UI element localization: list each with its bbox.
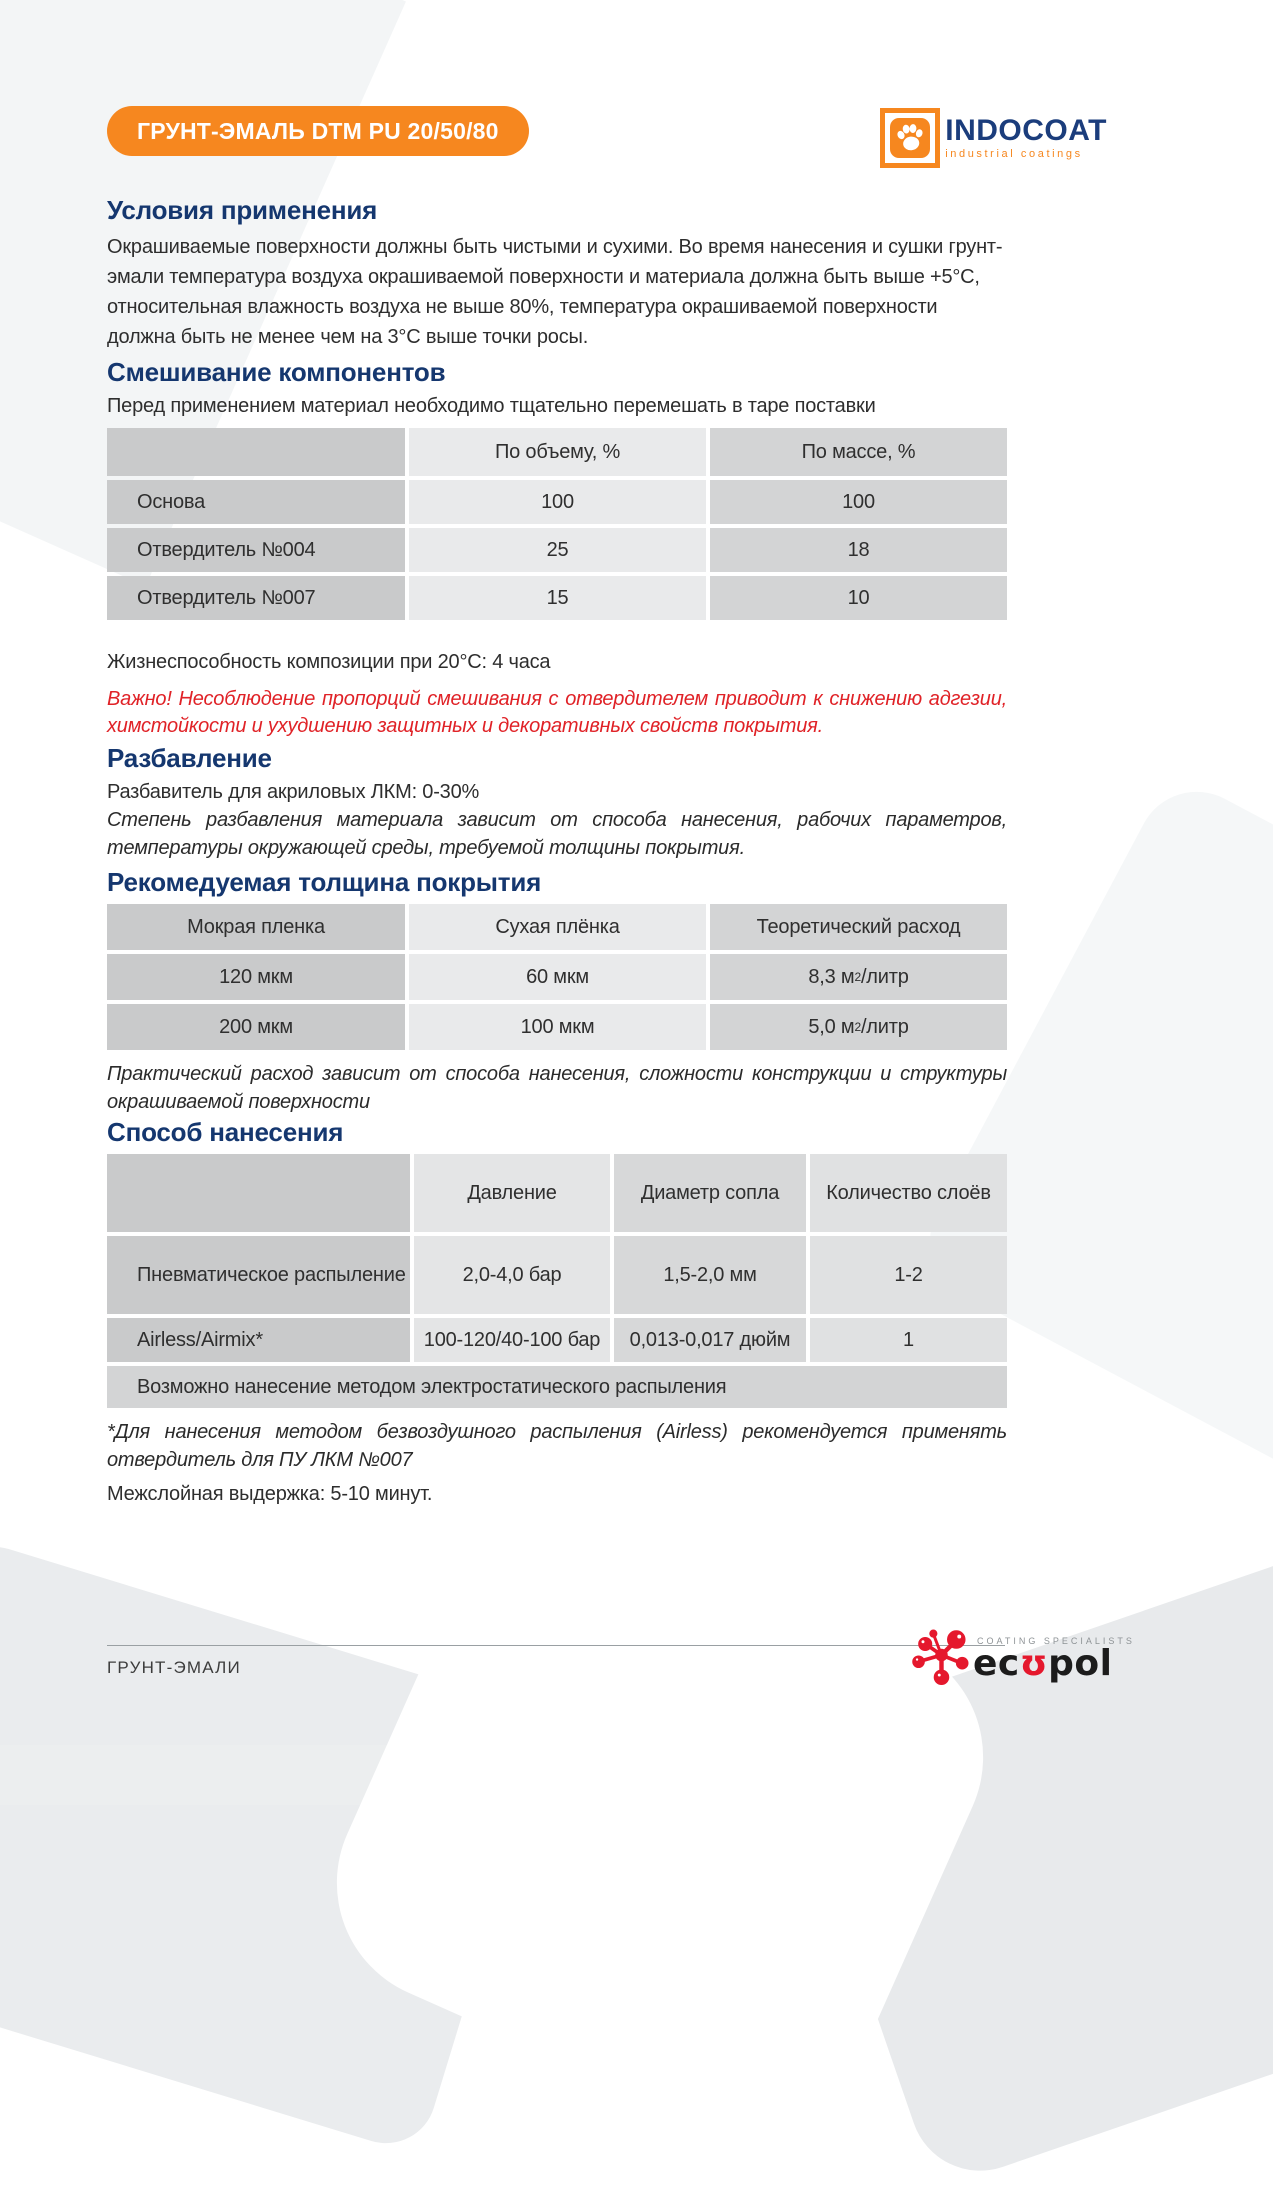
- ecopol-name: [973, 1643, 1135, 1684]
- mixing-row-base-mass: 100: [710, 480, 1007, 524]
- thickness-row1-consumption: 8,3 м 2 /литр: [710, 954, 1007, 1000]
- application-row-pneumatic-pressure: 2,0-4,0 бар: [414, 1236, 610, 1314]
- thickness-row1-wet: 120 мкм: [107, 954, 405, 1000]
- mixing-row-hardener007-mass: 10: [710, 576, 1007, 620]
- mixing-table: [107, 428, 1007, 620]
- conditions-paragraph: Окрашиваемые поверхности должны быть чистыми и сухими. Во время нанесения и сушки грунт-эмали температура воздуха окрашиваемой поверхности и материала должна быть выше +5°С, относительная влажность воздуха не выше 80%, температура окрашиваемой поверхности должна быть не менее чем на 3°С выше точки росы.: [107, 236, 1003, 348]
- section-title-dilution: Разбавление: [107, 743, 272, 773]
- mixing-row-base-volume: 100: [409, 480, 706, 524]
- footer-divider: [107, 1645, 1005, 1646]
- indocoat-logo-text: [945, 116, 1107, 160]
- pot-life-text: Жизнеспособность композиции при 20°С: 4 часа: [107, 651, 551, 673]
- ecopol-name-pre: ec: [973, 1643, 1020, 1684]
- paw-icon: [890, 118, 930, 158]
- indocoat-logo-tagline: industrial coatings: [945, 148, 1083, 160]
- paint-splat-icon: [903, 1624, 977, 1703]
- mixing-warning-text: Важно! Несоблюдение пропорций смешивания с отвердителем приводит к снижению адгезии, химстойкости и ухудшению защитных и декоративных свойств покрытия.: [107, 688, 1007, 737]
- application-footnote: *Для нанесения методом безвоздушного распыления (Airless) рекомендуется применять отвердитель для ПУ ЛКМ №007: [107, 1421, 1007, 1471]
- product-title-badge: ГРУНТ-ЭМАЛЬ DTM PU 20/50/80: [107, 106, 529, 156]
- section-title-mixing: Смешивание компонентов: [107, 357, 446, 387]
- dilution-thinner-text: Разбавитель для акриловых ЛКМ: 0-30%: [107, 781, 480, 803]
- ecopol-name-red: ʊ: [1019, 1643, 1049, 1684]
- application-row-pneumatic-layers: 1-2: [810, 1236, 1007, 1314]
- thickness-header-dry: Сухая плёнка: [409, 904, 706, 950]
- mixing-header-mass: По массе, %: [710, 428, 1007, 476]
- indocoat-logo-name: INDOCOAT: [945, 114, 1107, 147]
- ecopol-tagline: COATING SPECIALISTS: [977, 1636, 1135, 1646]
- section-title-conditions: Условия применения: [107, 195, 378, 225]
- dilution-note: Степень разбавления материала зависит от способа нанесения, рабочих параметров, температуры окружающей среды, требуемой толщины покрытия.: [107, 809, 1007, 859]
- application-electrostatic-note: Возможно нанесение методом электростатического распыления: [107, 1366, 1007, 1408]
- mixing-header-empty: [107, 428, 405, 476]
- indocoat-logo: [880, 108, 1107, 168]
- application-row-pneumatic-nozzle: 1,5-2,0 мм: [614, 1236, 806, 1314]
- application-row-airless-layers: 1: [810, 1318, 1007, 1362]
- mixing-row-hardener007-name: Отвердитель №007: [107, 576, 405, 620]
- application-row-pneumatic-name: Пневматическое распыление: [107, 1236, 410, 1314]
- mixing-intro: Перед применением материал необходимо тщательно перемешать в таре поставки: [107, 395, 876, 417]
- consumption-value: 8,3 м: [808, 966, 855, 988]
- thickness-row2-wet: 200 мкм: [107, 1004, 405, 1050]
- footer-category-label: ГРУНТ-ЭМАЛИ: [107, 1658, 241, 1677]
- mixing-row-hardener004-name: Отвердитель №004: [107, 528, 405, 572]
- document-body: [107, 196, 1007, 1506]
- ecopol-logo: [903, 1624, 1135, 1703]
- thickness-row2-dry: 100 мкм: [409, 1004, 706, 1050]
- interlayer-time-text: Межслойная выдержка: 5-10 минут.: [107, 1483, 433, 1505]
- mixing-header-volume: По объему, %: [409, 428, 706, 476]
- application-row-airless-name: Airless/Airmix*: [107, 1318, 410, 1362]
- thickness-note: Практический расход зависит от способа нанесения, сложности конструкции и структуры окрашиваемой поверхности: [107, 1063, 1007, 1113]
- application-header-layers: Количество слоёв: [810, 1154, 1007, 1232]
- application-row-airless-pressure: 100-120/40-100 бар: [414, 1318, 610, 1362]
- application-row-airless-nozzle: 0,013-0,017 дюйм: [614, 1318, 806, 1362]
- page-header: [107, 106, 1107, 168]
- mixing-row-hardener004-mass: 18: [710, 528, 1007, 572]
- section-title-application: Способ нанесения: [107, 1117, 344, 1147]
- application-header-pressure: Давление: [414, 1154, 610, 1232]
- application-header-empty: [107, 1154, 410, 1232]
- mixing-row-base-name: Основа: [107, 480, 405, 524]
- thickness-header-wet: Мокрая пленка: [107, 904, 405, 950]
- indocoat-logo-frame: [880, 108, 940, 168]
- application-table: [107, 1154, 1007, 1408]
- ecopol-name-post: pol: [1048, 1643, 1113, 1684]
- section-title-thickness: Рекомедуемая толщина покрытия: [107, 867, 542, 897]
- thickness-row1-dry: 60 мкм: [409, 954, 706, 1000]
- thickness-table: [107, 904, 1007, 1050]
- consumption-unit: /литр: [860, 1016, 909, 1038]
- thickness-row2-consumption: 5,0 м 2 /литр: [710, 1004, 1007, 1050]
- ecopol-logo-text: [973, 1624, 1135, 1682]
- mixing-row-hardener004-volume: 25: [409, 528, 706, 572]
- application-header-nozzle: Диаметр сопла: [614, 1154, 806, 1232]
- consumption-value: 5,0 м: [808, 1016, 855, 1038]
- thickness-header-consumption: Теоретический расход: [710, 904, 1007, 950]
- mixing-row-hardener007-volume: 15: [409, 576, 706, 620]
- consumption-unit: /литр: [860, 966, 909, 988]
